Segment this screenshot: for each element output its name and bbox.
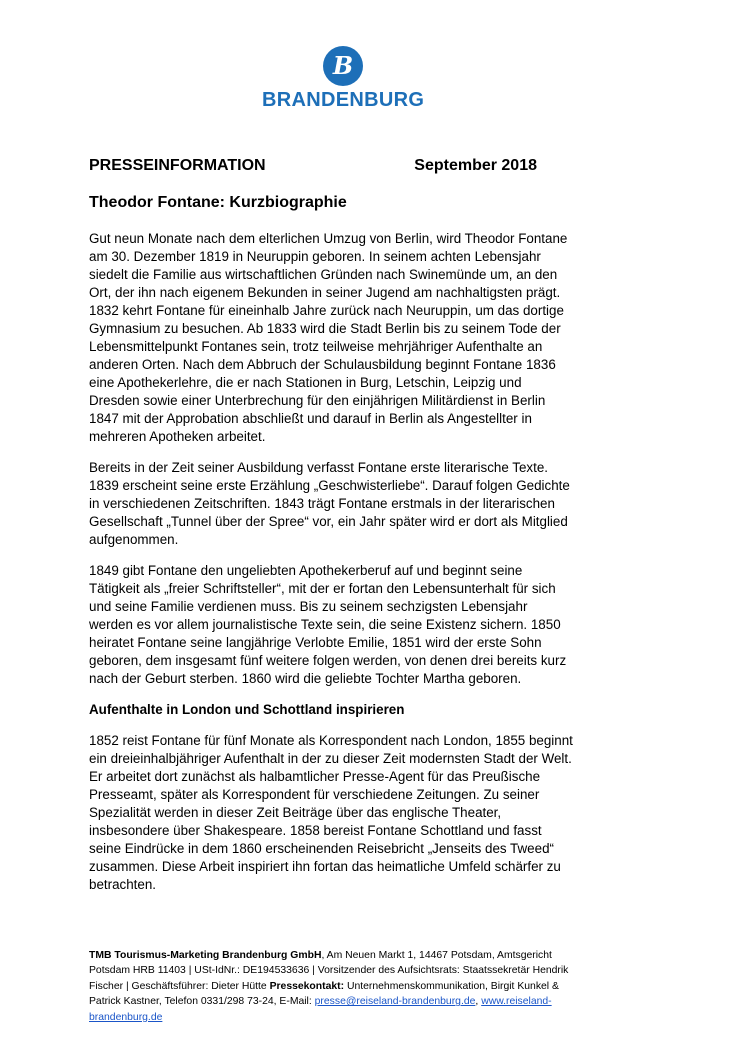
paragraph: 1852 reist Fontane für fünf Monate als Korrespondent nach London, 1855 beginnt ein dreieinhalbjähriger Aufenthalt in der zu dieser Zeit modernsten Stadt der Welt. Er arbeitet dort zunächst als halbamtlicher Presse-Agent für das Preußische Presseamt, später als Korrespondent für verschiedene Zeitungen. Zu seiner Spezialität werden in dieser Zeit Beiträge über das englische Theater, insbesondere über Shakespeare. 1858 bereist Fontane Schottland und fasst seine Eindrücke in dem 1860 erscheinenden Reisebricht „Jenseits des Tweed“ zusammen. Diese Arbeit inspiriert ihn fortan das heimatliche Umfeld schärfer zu betrachten. (89, 733, 573, 892)
paragraph: Bereits in der Zeit seiner Ausbildung verfasst Fontane erste literarische Texte. 1839 erscheint seine erste Erzählung „Geschwisterliebe“. Darauf folgen Gedichte in verschiedenen Zeitschriften. 1843 trägt Fontane erstmals in der literarischen Gesellschaft „Tunnel über der Spree“ vor, ein Jahr später wird er dort als Mitglied aufgenommen. (89, 460, 570, 547)
section-heading: Aufenthalte in London und Schottland inspirieren (89, 702, 405, 717)
footer-contact-label: Pressekontakt: (269, 980, 345, 992)
svg-text:B: B (332, 51, 354, 80)
logo-wordmark: BRANDENBURG (262, 89, 425, 111)
footer-company: TMB Tourismus-Marketing Brandenburg GmbH (89, 950, 322, 961)
footer (89, 948, 575, 1025)
paragraph: 1849 gibt Fontane den ungeliebten Apothekerberuf auf und beginnt seine Tätigkeit als „freier Schriftsteller“, mit der er fortan den Lebensunterhalt für sich und seine Familie verdienen muss. Bis zu seinem sechzigsten Lebensjahr werden es vor allem journalistische Texte sein, die seine Existenz sichern. 1850 heiratet Fontane seine langjährige Verlobte Emilie, 1851 wird der erste Sohn geboren, dem insgesamt fünf weitere folgen werden, von denen drei bereits kurz nach der Geburt sterben. 1860 wird die geliebte Tochter Martha geboren. (89, 563, 567, 686)
footer-text: , Am Neuen Markt 1, 14467 Potsdam, Amtsgericht Potsdam HRB 11403 | USt-IdNr.: DE194533636 | Vorsitzender des Aufsichtsrats: Staatssekretär Hendrik Fischer | Geschäftsführer: Dieter Hütte (89, 950, 569, 992)
press-date: September 2018 (414, 157, 537, 174)
press-label: PRESSEINFORMATION (89, 157, 266, 174)
footer-text: Unternehmenskommunikation, Birgit Kunkel & Patrick Kastner, Telefon 0331/298 73-24, E-Mail: (89, 980, 559, 1008)
footer-separator: , (475, 996, 479, 1008)
email-link[interactable]: presse@reiseland-brandenburg.de (314, 996, 476, 1008)
website-link[interactable]: www.reiseland-brandenburg.de (89, 996, 552, 1023)
brandenburg-b-logo-icon (323, 46, 363, 86)
paragraph: Gut neun Monate nach dem elterlichen Umzug von Berlin, wird Theodor Fontane am 30. Dezember 1819 in Neuruppin geboren. In seinem achten Lebensjahr siedelt die Familie aus wirtschaftlichen Gründen nach Swinemünde um, an den Ort, der ihn nach eigenem Bekunden in seiner Jugend am nachhaltigsten prägt. 1832 kehrt Fontane für eineinhalb Jahre zurück nach Neuruppin, um das dortige Gymnasium zu besuchen. Ab 1833 wird die Stadt Berlin bis zu seinem Tode der Lebensmittelpunkt Fontanes sein, trotz teilweise mehrjähriger Aufenthalte an anderen Orten. Nach dem Abbruch der Schulausbildung beginnt Fontane 1836 eine Apothekerlehre, die er nach Stationen in Burg, Letschin, Leipzig und Dresden sowie einer Unterbrechung für den einjährigen Militärdienst in Berlin 1847 mit der Approbation abschließt und darauf in Berlin als Angestellter in mehreren Apotheken arbeitet. (89, 231, 568, 444)
body-content (89, 230, 575, 907)
press-header (89, 157, 537, 175)
brandenburg-logo (262, 46, 424, 112)
document-title: Theodor Fontane: Kurzbiographie (89, 194, 347, 211)
